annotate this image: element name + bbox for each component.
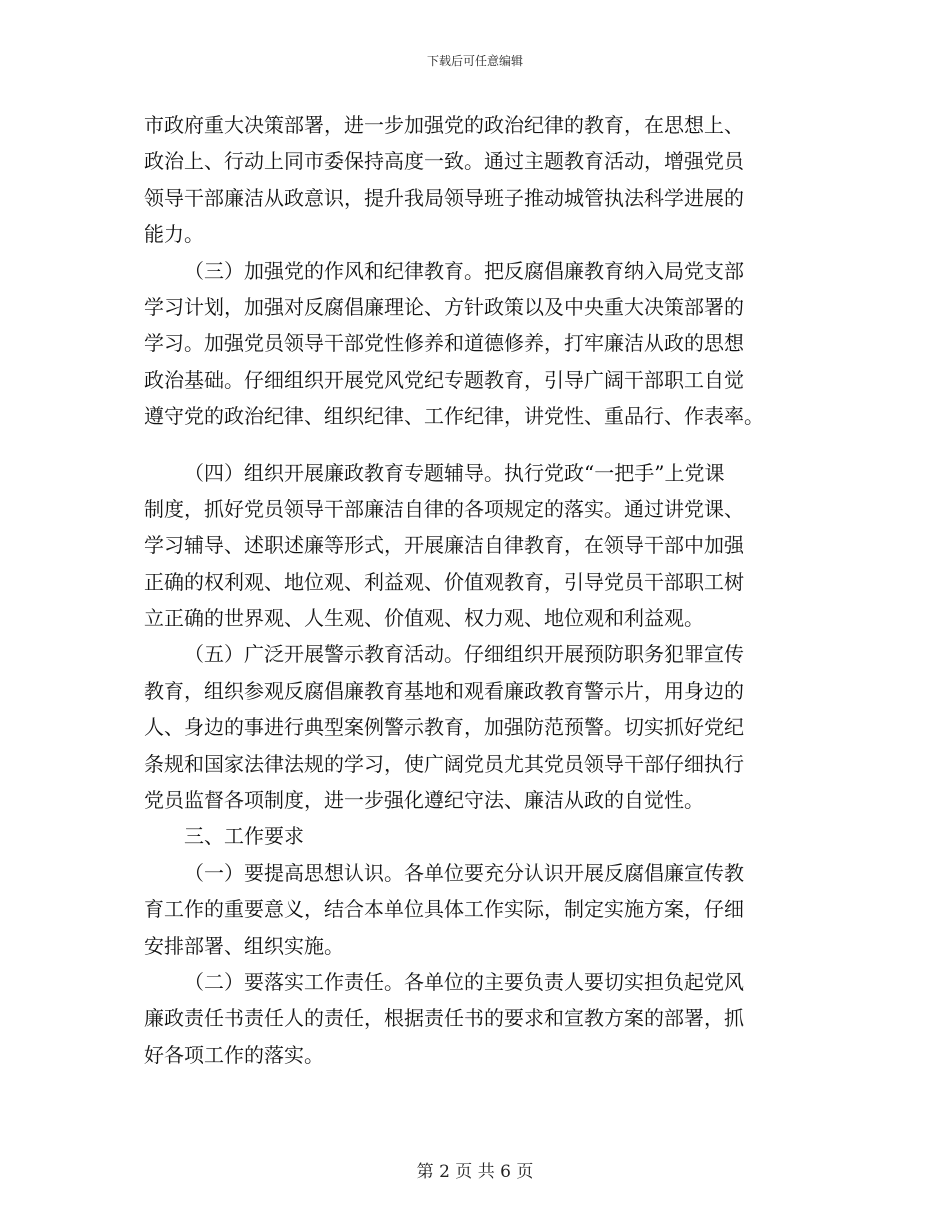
- text-line: 学习辅导、述职述廉等形式，开展廉洁自律教育，在领导干部中加强: [144, 533, 744, 558]
- text-line: 学习计划，加强对反腐倡廉理论、方针政策以及中央重大决策部署的: [144, 294, 744, 319]
- text-line: 学习。加强党员领导干部党性修养和道德修养，打牢廉洁从政的思想: [144, 331, 744, 356]
- text-line: （四）组织开展廉政教育专题辅导。执行党政“一把手”上党课: [184, 460, 725, 485]
- text-line: 领导干部廉洁从政意识，提升我局领导班子推动城管执法科学进展的: [144, 185, 744, 210]
- text-line: 好各项工作的落实。: [144, 1042, 324, 1067]
- text-line: （一）要提高思想认识。各单位要充分认识开展反腐倡廉宣传教: [184, 860, 744, 885]
- text-line: 能力。: [144, 222, 204, 247]
- text-line: 安排部署、组织实施。: [144, 933, 344, 958]
- heading-line: 三、工作要求: [184, 824, 304, 849]
- section-heading: [144, 818, 814, 854]
- text-line: 立正确的世界观、人生观、价值观、权力观、地位观和利益观。: [144, 606, 704, 631]
- paragraph-item-3: [144, 253, 814, 435]
- text-line: （三）加强党的作风和纪律教育。把反腐倡廉教育纳入局党支部: [184, 258, 744, 283]
- page-footer: 第 2 页 共 6 页: [416, 1162, 534, 1182]
- text-line: （二）要落实工作责任。各单位的主要负责人要切实担负起党风: [184, 969, 744, 994]
- text-line: 制度，抓好党员领导干部廉洁自律的各项规定的落实。通过讲党课、: [144, 496, 744, 521]
- text-line: （五）广泛开展警示教育活动。仔细组织开展预防职务犯罪宣传: [184, 642, 744, 667]
- text-line: 条规和国家法律法规的学习，使广阔党员尤其党员领导干部仔细执行: [144, 751, 744, 776]
- text-line: 廉政责任书责任人的责任，根据责任书的要求和宣教方案的部署，抓: [144, 1006, 744, 1031]
- text-line: 党员监督各项制度，进一步强化遵纪守法、廉洁从政的自觉性。: [144, 788, 704, 813]
- paragraph-item-5: [144, 636, 814, 818]
- text-line: 人、身边的事进行典型案例警示教育，加强防范预警。切实抓好党纪: [144, 715, 744, 740]
- paragraph-continuation: [144, 107, 814, 253]
- document-body: [144, 107, 814, 1073]
- text-line: 遵守党的政治纪律、组织纪律、工作纪律，讲党性、重品行、作表率。: [144, 404, 764, 429]
- page-header: 下载后可任意编辑: [426, 54, 523, 68]
- text-line: 政治上、行动上同市委保持高度一致。通过主题教育活动，增强党员: [144, 149, 744, 174]
- paragraph-spacer: [144, 435, 814, 455]
- text-line: 市政府重大决策部署，进一步加强党的政治纪律的教育，在思想上、: [144, 113, 744, 137]
- text-line: 育工作的重要意义，结合本单位具体工作实际，制定实施方案，仔细: [144, 897, 744, 922]
- text-line: 教育，组织参观反腐倡廉教育基地和观看廉政教育警示片，用身边的: [144, 678, 744, 703]
- text-line: 政治基础。仔细组织开展党风党纪专题教育，引导广阔干部职工自觉: [144, 367, 744, 392]
- paragraph-requirement-2: [144, 964, 814, 1073]
- text-line: 正确的权利观、地位观、利益观、价值观教育，引导党员干部职工树: [144, 569, 744, 594]
- paragraph-item-4: [144, 455, 814, 637]
- paragraph-requirement-1: [144, 855, 814, 964]
